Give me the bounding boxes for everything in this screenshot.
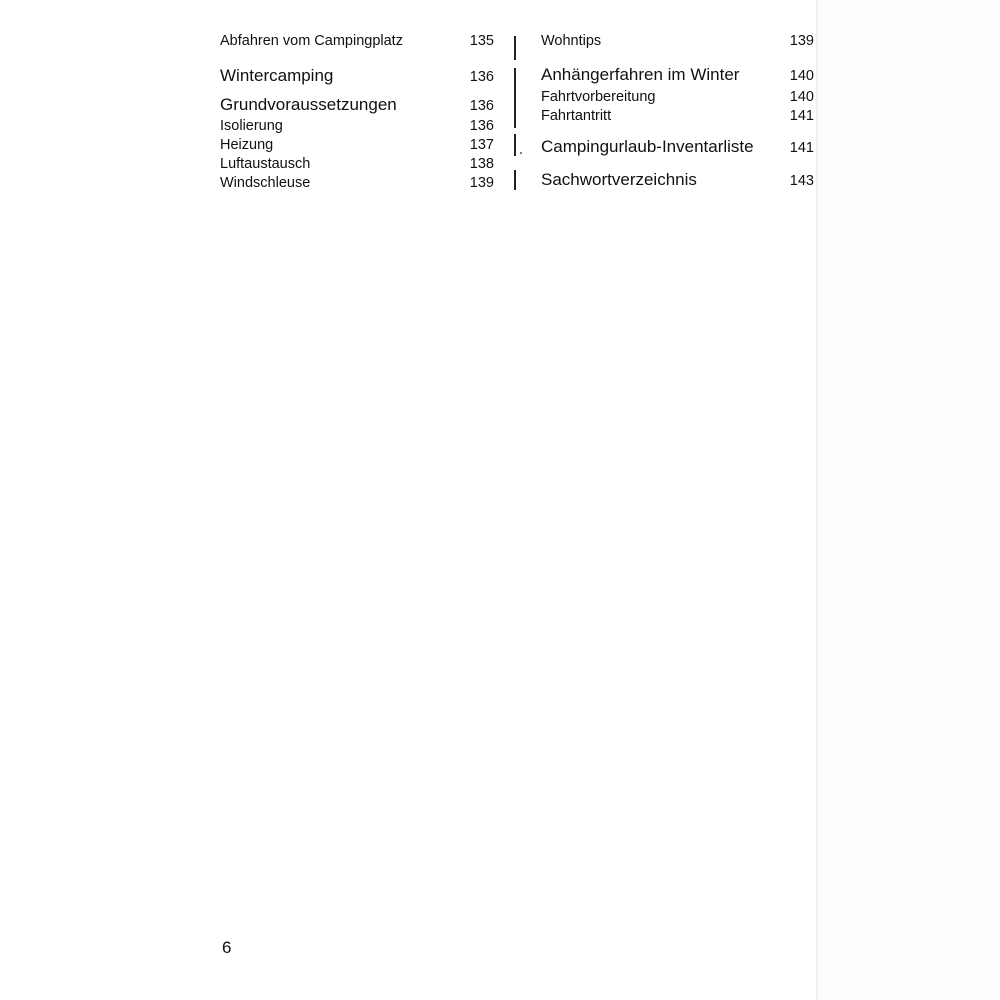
- toc-entry-page: 137: [469, 137, 494, 153]
- toc-entry[interactable]: [220, 137, 494, 153]
- toc-section-page: 136: [469, 69, 494, 85]
- toc-entry-title: Isolierung: [220, 118, 283, 134]
- toc-entry[interactable]: [541, 108, 814, 124]
- toc-section-title: Grundvoraussetzungen: [220, 95, 397, 114]
- toc-entry-title: Windschleuse: [220, 175, 311, 191]
- toc-section[interactable]: [541, 170, 814, 190]
- toc-section[interactable]: [541, 137, 814, 157]
- toc-entry-title: Luftaustausch: [220, 156, 311, 172]
- column-divider: [514, 68, 516, 128]
- toc-entry-title: Heizung: [220, 137, 274, 153]
- page-number: 6: [222, 938, 232, 957]
- toc-entry-page: 138: [469, 156, 494, 172]
- toc-entry-page: 139: [469, 175, 494, 191]
- toc-entry[interactable]: [220, 175, 494, 191]
- toc-entry[interactable]: [220, 118, 494, 134]
- adjacent-page-margin: [818, 0, 1000, 1000]
- toc-entry-title: Fahrtvorbereitung: [541, 89, 656, 105]
- column-divider: [514, 134, 516, 156]
- page-edge: [816, 0, 818, 1000]
- print-speck: [520, 152, 522, 154]
- toc-entry-page: 139: [789, 33, 814, 49]
- toc-entry[interactable]: [541, 89, 814, 105]
- toc-section-title: Campingurlaub-Inventarliste: [541, 137, 754, 156]
- toc-entry[interactable]: [220, 33, 494, 49]
- toc-section-page: 140: [789, 68, 814, 84]
- toc-entry-page: 141: [789, 108, 814, 124]
- toc-section-title: Sachwortverzeichnis: [541, 170, 697, 189]
- toc-entry-title: Wohntips: [541, 33, 602, 49]
- toc-section-title: Wintercamping: [220, 66, 334, 85]
- toc-section[interactable]: [220, 66, 494, 86]
- toc-entry-title: Fahrtantritt: [541, 108, 612, 124]
- toc-entry-page: 135: [469, 33, 494, 49]
- toc-section-page: 141: [789, 140, 814, 156]
- column-divider: [514, 170, 516, 190]
- toc-section-page: 143: [789, 173, 814, 189]
- toc-section-title: Anhängerfahren im Winter: [541, 65, 740, 84]
- toc-entry[interactable]: [220, 156, 494, 172]
- toc-section-page: 136: [469, 98, 494, 114]
- toc-entry-title: Abfahren vom Campingplatz: [220, 33, 403, 49]
- toc-entry-page: 136: [469, 118, 494, 134]
- toc-section[interactable]: [220, 95, 494, 115]
- toc-entry[interactable]: [541, 33, 814, 49]
- toc-section[interactable]: [541, 65, 814, 85]
- column-divider: [514, 36, 516, 60]
- toc-entry-page: 140: [789, 89, 814, 105]
